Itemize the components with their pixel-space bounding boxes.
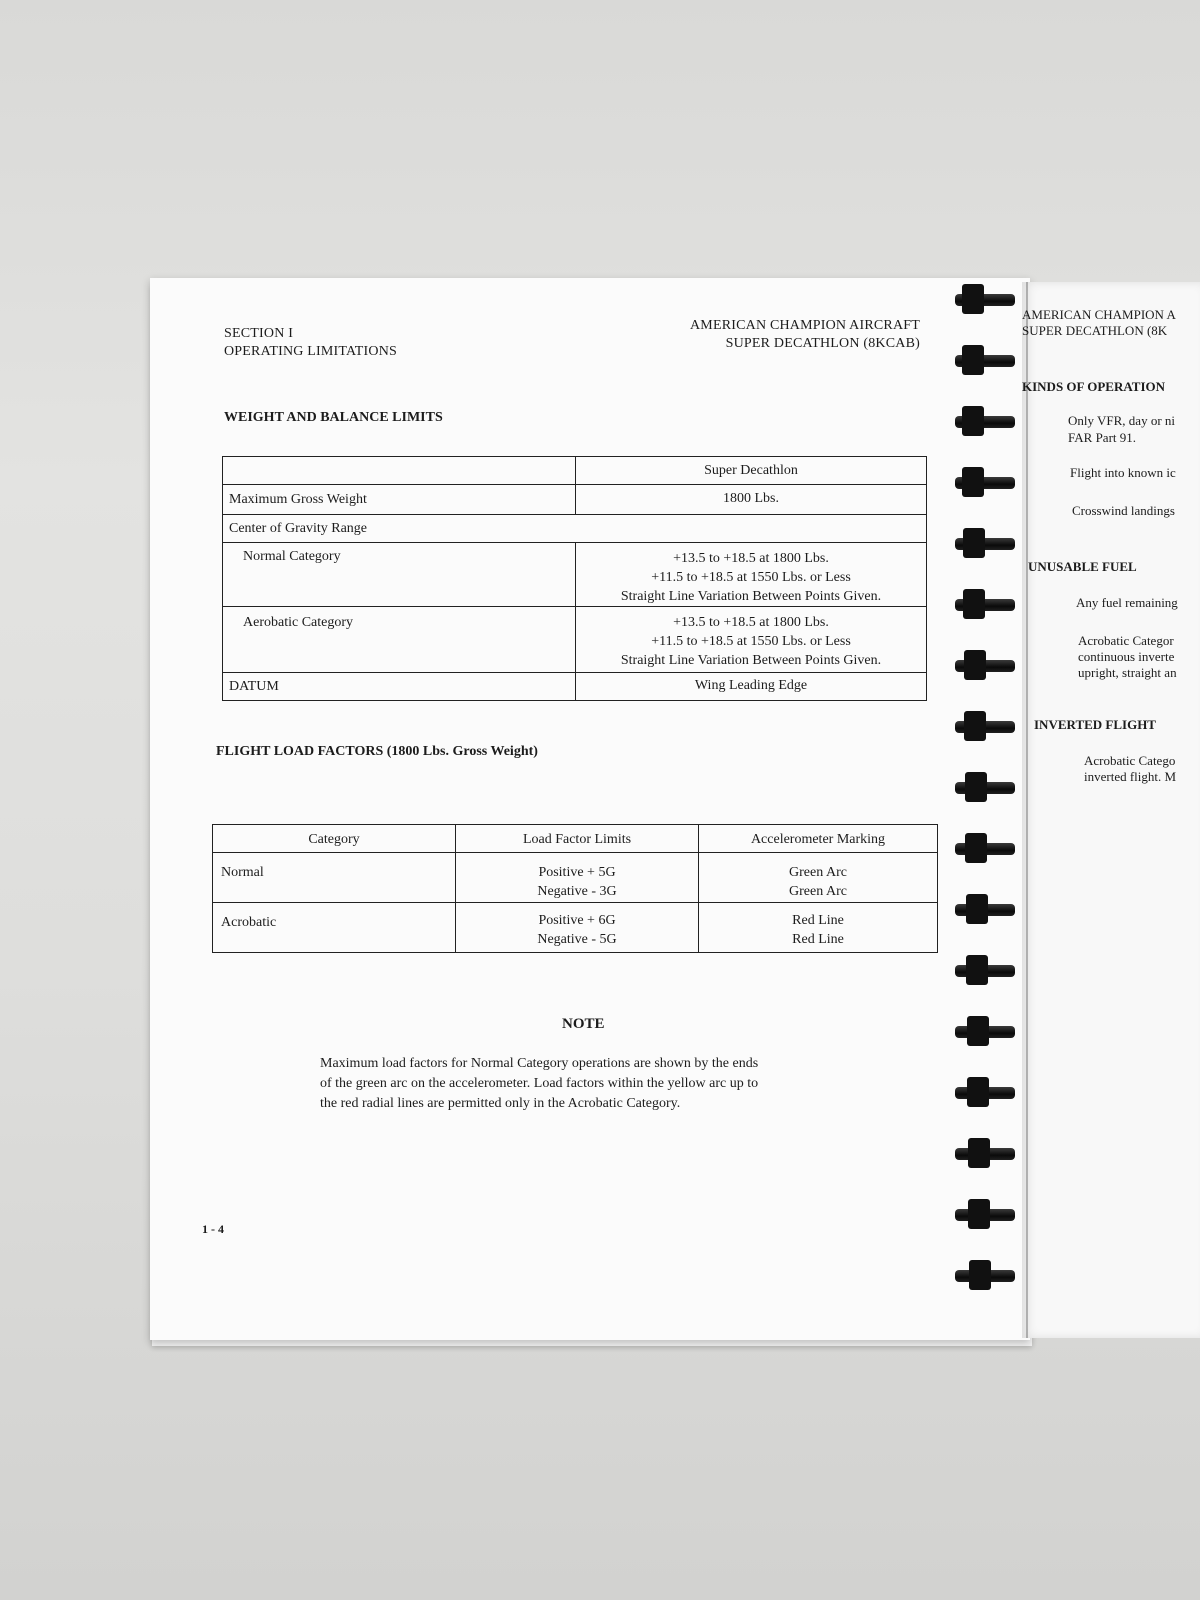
rp-crosswind: Crosswind landings [1072, 503, 1175, 518]
lf-header-limits: Load Factor Limits [522, 832, 632, 847]
rp-kinds-line: Only VFR, day or ni [1068, 413, 1176, 428]
spine-line [1026, 282, 1028, 1338]
page-number: 1 - 4 [202, 1222, 224, 1236]
rp-acro-line: upright, straight an [1078, 665, 1177, 680]
normal-category-label: Normal Category [243, 549, 341, 564]
lf-limit: Negative - 3G [537, 884, 617, 899]
manual-page-right [1022, 282, 1200, 1338]
lf-marking: Green Arc [789, 884, 847, 899]
rp-kinds-line: FAR Part 91. [1068, 430, 1137, 445]
rp-acro-line: continuous inverte [1078, 649, 1175, 664]
normal-cg-line: Straight Line Variation Between Points Given. [620, 589, 882, 604]
wb-header: Super Decathlon [704, 463, 798, 478]
aerobatic-category-label: Aerobatic Category [243, 615, 354, 630]
rp-company: AMERICAN CHAMPION A [1022, 307, 1176, 322]
lf-category: Normal [221, 865, 264, 880]
lf-limit: Positive + 5G [538, 865, 616, 880]
aerobatic-cg-line: Straight Line Variation Between Points Given. [620, 653, 882, 668]
lf-header-category: Category [308, 832, 360, 847]
lf-category: Acrobatic [221, 915, 277, 930]
datum-label: DATUM [229, 679, 279, 694]
normal-cg-line: +11.5 to +18.5 at 1550 Lbs. or Less [651, 570, 851, 585]
lf-limit: Positive + 6G [538, 913, 616, 928]
note-heading: NOTE [562, 1016, 605, 1032]
rp-inverted-line: inverted flight. M [1084, 769, 1177, 784]
lf-header-marking: Accelerometer Marking [750, 832, 886, 847]
rp-kinds-heading: KINDS OF OPERATION [1022, 379, 1166, 394]
rp-unusable-heading: UNUSABLE FUEL [1028, 559, 1137, 574]
rp-inverted-line: Acrobatic Catego [1084, 753, 1176, 768]
load-factor-heading: FLIGHT LOAD FACTORS (1800 Lbs. Gross Weight) [216, 744, 538, 759]
weight-balance-table [222, 456, 927, 701]
lf-marking: Red Line [792, 932, 844, 947]
note-line: of the green arc on the accelerometer. Load factors within the yellow arc up to [320, 1076, 759, 1091]
lf-marking: Red Line [792, 913, 844, 928]
aircraft-model: SUPER DECATHLON (8KCAB) [725, 336, 920, 351]
load-factor-table [212, 824, 938, 953]
rp-known-ice: Flight into known ic [1070, 465, 1176, 480]
table-row [213, 903, 938, 953]
note-line: the red radial lines are permitted only in the Acrobatic Category. [320, 1096, 681, 1111]
lf-limit: Negative - 5G [537, 932, 617, 947]
max-gross-label: Maximum Gross Weight [229, 492, 367, 507]
section-label: SECTION I [224, 326, 294, 341]
manual-page-left [150, 278, 1030, 1340]
table-row [213, 853, 938, 903]
rp-unusable-line: Any fuel remaining [1076, 595, 1178, 610]
max-gross-value: 1800 Lbs. [723, 491, 779, 506]
note-text [320, 1054, 758, 1114]
lf-marking: Green Arc [789, 865, 847, 880]
rp-inverted-heading: INVERTED FLIGHT [1034, 717, 1156, 732]
normal-cg-line: +13.5 to +18.5 at 1800 Lbs. [673, 551, 829, 566]
note-line: Maximum load factors for Normal Category operations are shown by the ends [320, 1056, 759, 1071]
datum-value: Wing Leading Edge [694, 678, 808, 693]
aerobatic-cg-line: +13.5 to +18.5 at 1800 Lbs. [673, 615, 829, 630]
rp-acro-line: Acrobatic Categor [1078, 633, 1174, 648]
company-name: AMERICAN CHAMPION AIRCRAFT [689, 318, 920, 333]
aerobatic-cg-line: +11.5 to +18.5 at 1550 Lbs. or Less [651, 634, 851, 649]
section-title: OPERATING LIMITATIONS [224, 344, 398, 359]
rp-model: SUPER DECATHLON (8K [1022, 323, 1168, 338]
cg-range-label: Center of Gravity Range [229, 521, 368, 536]
wb-header-cell [576, 457, 927, 485]
weight-balance-heading: WEIGHT AND BALANCE LIMITS [224, 410, 443, 425]
